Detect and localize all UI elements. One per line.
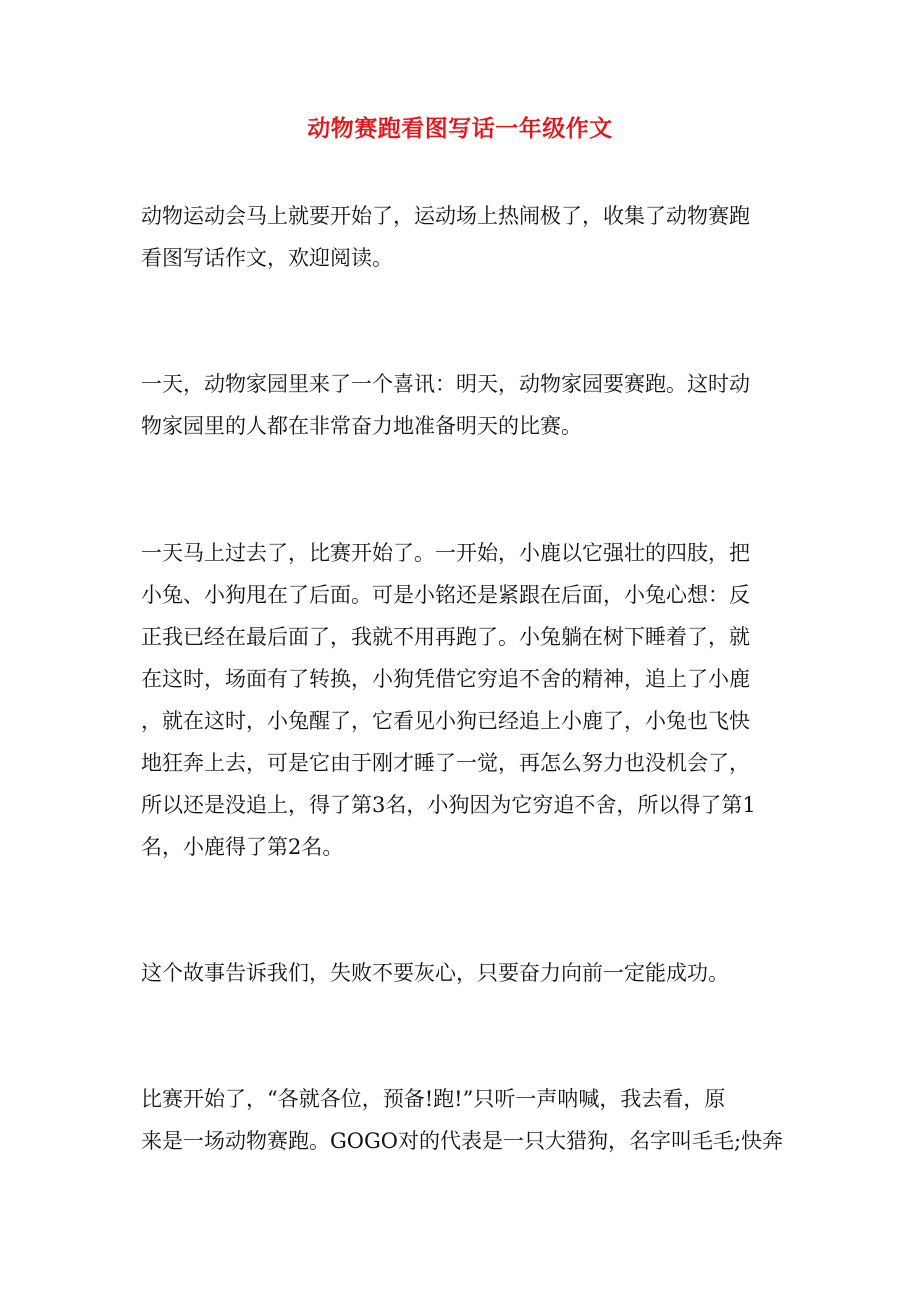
paragraph-line: 所以还是没追上，得了第3名，小狗因为它穷追不舍，所以得了第1	[141, 793, 756, 817]
paragraph-line: 动物运动会马上就要开始了，运动场上热闹极了，收集了动物赛跑	[141, 204, 750, 228]
paragraph-line: 来是一场动物赛跑。GOGO对的代表是一只大猎狗，名字叫毛毛;快奔	[141, 1129, 784, 1153]
paragraph-line: 看图写话作文，欢迎阅读。	[141, 246, 393, 270]
paragraph-line: 一天马上过去了，比赛开始了。一开始，小鹿以它强壮的四肢，把	[141, 541, 750, 565]
paragraph-line: 小兔、小狗甩在了后面。可是小铭还是紧跟在后面，小兔心想：反	[141, 583, 750, 607]
paragraph-line: 在这时，场面有了转换，小狗凭借它穷追不舍的精神，追上了小鹿	[141, 667, 750, 691]
paragraph-line: ，就在这时，小兔醒了，它看见小狗已经追上小鹿了，小兔也飞快	[141, 709, 750, 733]
document-title: 动物赛跑看图写话一年级作文	[307, 115, 613, 142]
paragraph-line: 名，小鹿得了第2名。	[141, 835, 344, 859]
paragraph-line: 这个故事告诉我们，失败不要灰心，只要奋力向前一定能成功。	[141, 961, 729, 985]
paragraph-line: 比赛开始了，“各就各位，预备!跑!”只听一声呐喊，我去看，原	[141, 1087, 726, 1111]
paragraph-line: 地狂奔上去，可是它由于刚才睡了一觉，再怎么努力也没机会了，	[141, 751, 750, 775]
paragraph-line: 物家园里的人都在非常奋力地准备明天的比赛。	[141, 414, 582, 438]
paragraph-line: 一天，动物家园里来了一个喜讯：明天，动物家园要赛跑。这时动	[141, 372, 750, 396]
paragraph-line: 正我已经在最后面了，我就不用再跑了。小兔躺在树下睡着了，就	[141, 625, 750, 649]
